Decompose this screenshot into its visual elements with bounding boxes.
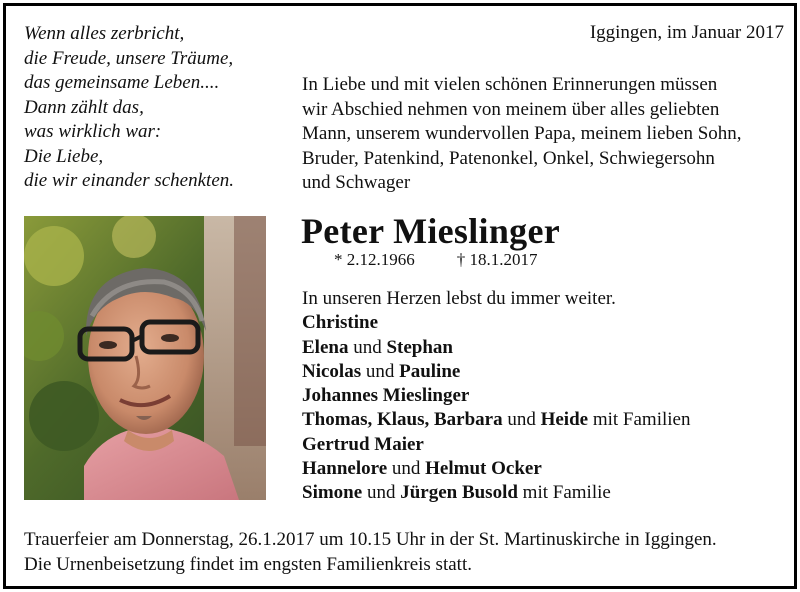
mourner-name: Heide [540, 409, 589, 431]
obituary-frame [3, 3, 797, 589]
mourners-lead: In unseren Herzen lebst du immer weiter. [302, 288, 616, 309]
intro-line: In Liebe und mit vielen schönen Erinnerungen müssen [302, 74, 718, 95]
poem-line: was wirklich war: [24, 121, 162, 142]
mourner-name: Helmut Ocker [425, 458, 542, 480]
funeral-line: Die Urnenbeisetzung findet im engsten Familienkreis statt. [24, 553, 472, 575]
mourner-line [302, 336, 690, 360]
poem-line: Die Liebe, [24, 145, 104, 167]
connector-text: und [387, 458, 426, 480]
death-date: † 18.1.2017 [456, 250, 538, 269]
mourner-name: Hannelore [302, 458, 388, 480]
poem-line: die wir einander schenkten. [24, 170, 235, 191]
mourners-list [302, 287, 690, 506]
mourner-name: Pauline [399, 360, 461, 382]
mourner-name: Thomas, Klaus, Barbara [302, 409, 503, 431]
connector-text: und [361, 360, 400, 382]
intro-line: und Schwager [302, 172, 411, 193]
poem-line: Dann zählt das, [24, 96, 144, 118]
connector-text: mit Familie [517, 482, 611, 504]
funeral-info [24, 528, 717, 577]
mourner-name: Gertrud Maier [302, 433, 424, 455]
mourner-line [302, 408, 690, 432]
poem-line: Wenn alles zerbricht, [24, 23, 185, 44]
connector-text: und [348, 336, 387, 358]
poem-line: das gemeinsame Leben.... [24, 72, 220, 93]
place-date: Iggingen, im Januar 2017 [589, 22, 784, 43]
mourner-name: Christine [302, 312, 378, 334]
mourner-name: Stephan [386, 336, 453, 358]
intro-line: wir Abschied nehmen von meinem über alles geliebten [302, 98, 720, 120]
poem-line: die Freude, unsere Träume, [24, 47, 234, 69]
portrait-photo [24, 216, 266, 500]
mourner-line [302, 360, 690, 384]
mourner-name: Simone [302, 482, 363, 504]
mourner-line [302, 481, 690, 505]
mourner-line [302, 433, 690, 457]
mourner-name: Nicolas [302, 360, 362, 382]
mourner-line [302, 457, 690, 481]
connector-text: und [362, 482, 401, 504]
mourner-line [302, 384, 690, 408]
intro-line: Bruder, Patenkind, Patenonkel, Onkel, Schwiegersohn [302, 147, 715, 169]
intro-line: Mann, unserem wundervollen Papa, meinem lieben Sohn, [302, 123, 742, 144]
deceased-name: Peter Mieslinger [301, 211, 561, 251]
connector-text: und [502, 409, 541, 431]
intro-text [302, 73, 782, 196]
connector-text: mit Familien [588, 409, 691, 431]
mourner-name: Jürgen Busold [400, 482, 518, 504]
mourner-line [302, 311, 690, 335]
funeral-line: Trauerfeier am Donnerstag, 26.1.2017 um 10.15 Uhr in der St. Martinuskirche in Iggingen. [24, 529, 717, 550]
life-dates [334, 250, 538, 270]
poem [24, 22, 234, 194]
birth-date: * 2.12.1966 [334, 250, 415, 269]
mourner-name: Johannes Mieslinger [302, 385, 470, 407]
mourner-name: Elena [302, 336, 349, 358]
